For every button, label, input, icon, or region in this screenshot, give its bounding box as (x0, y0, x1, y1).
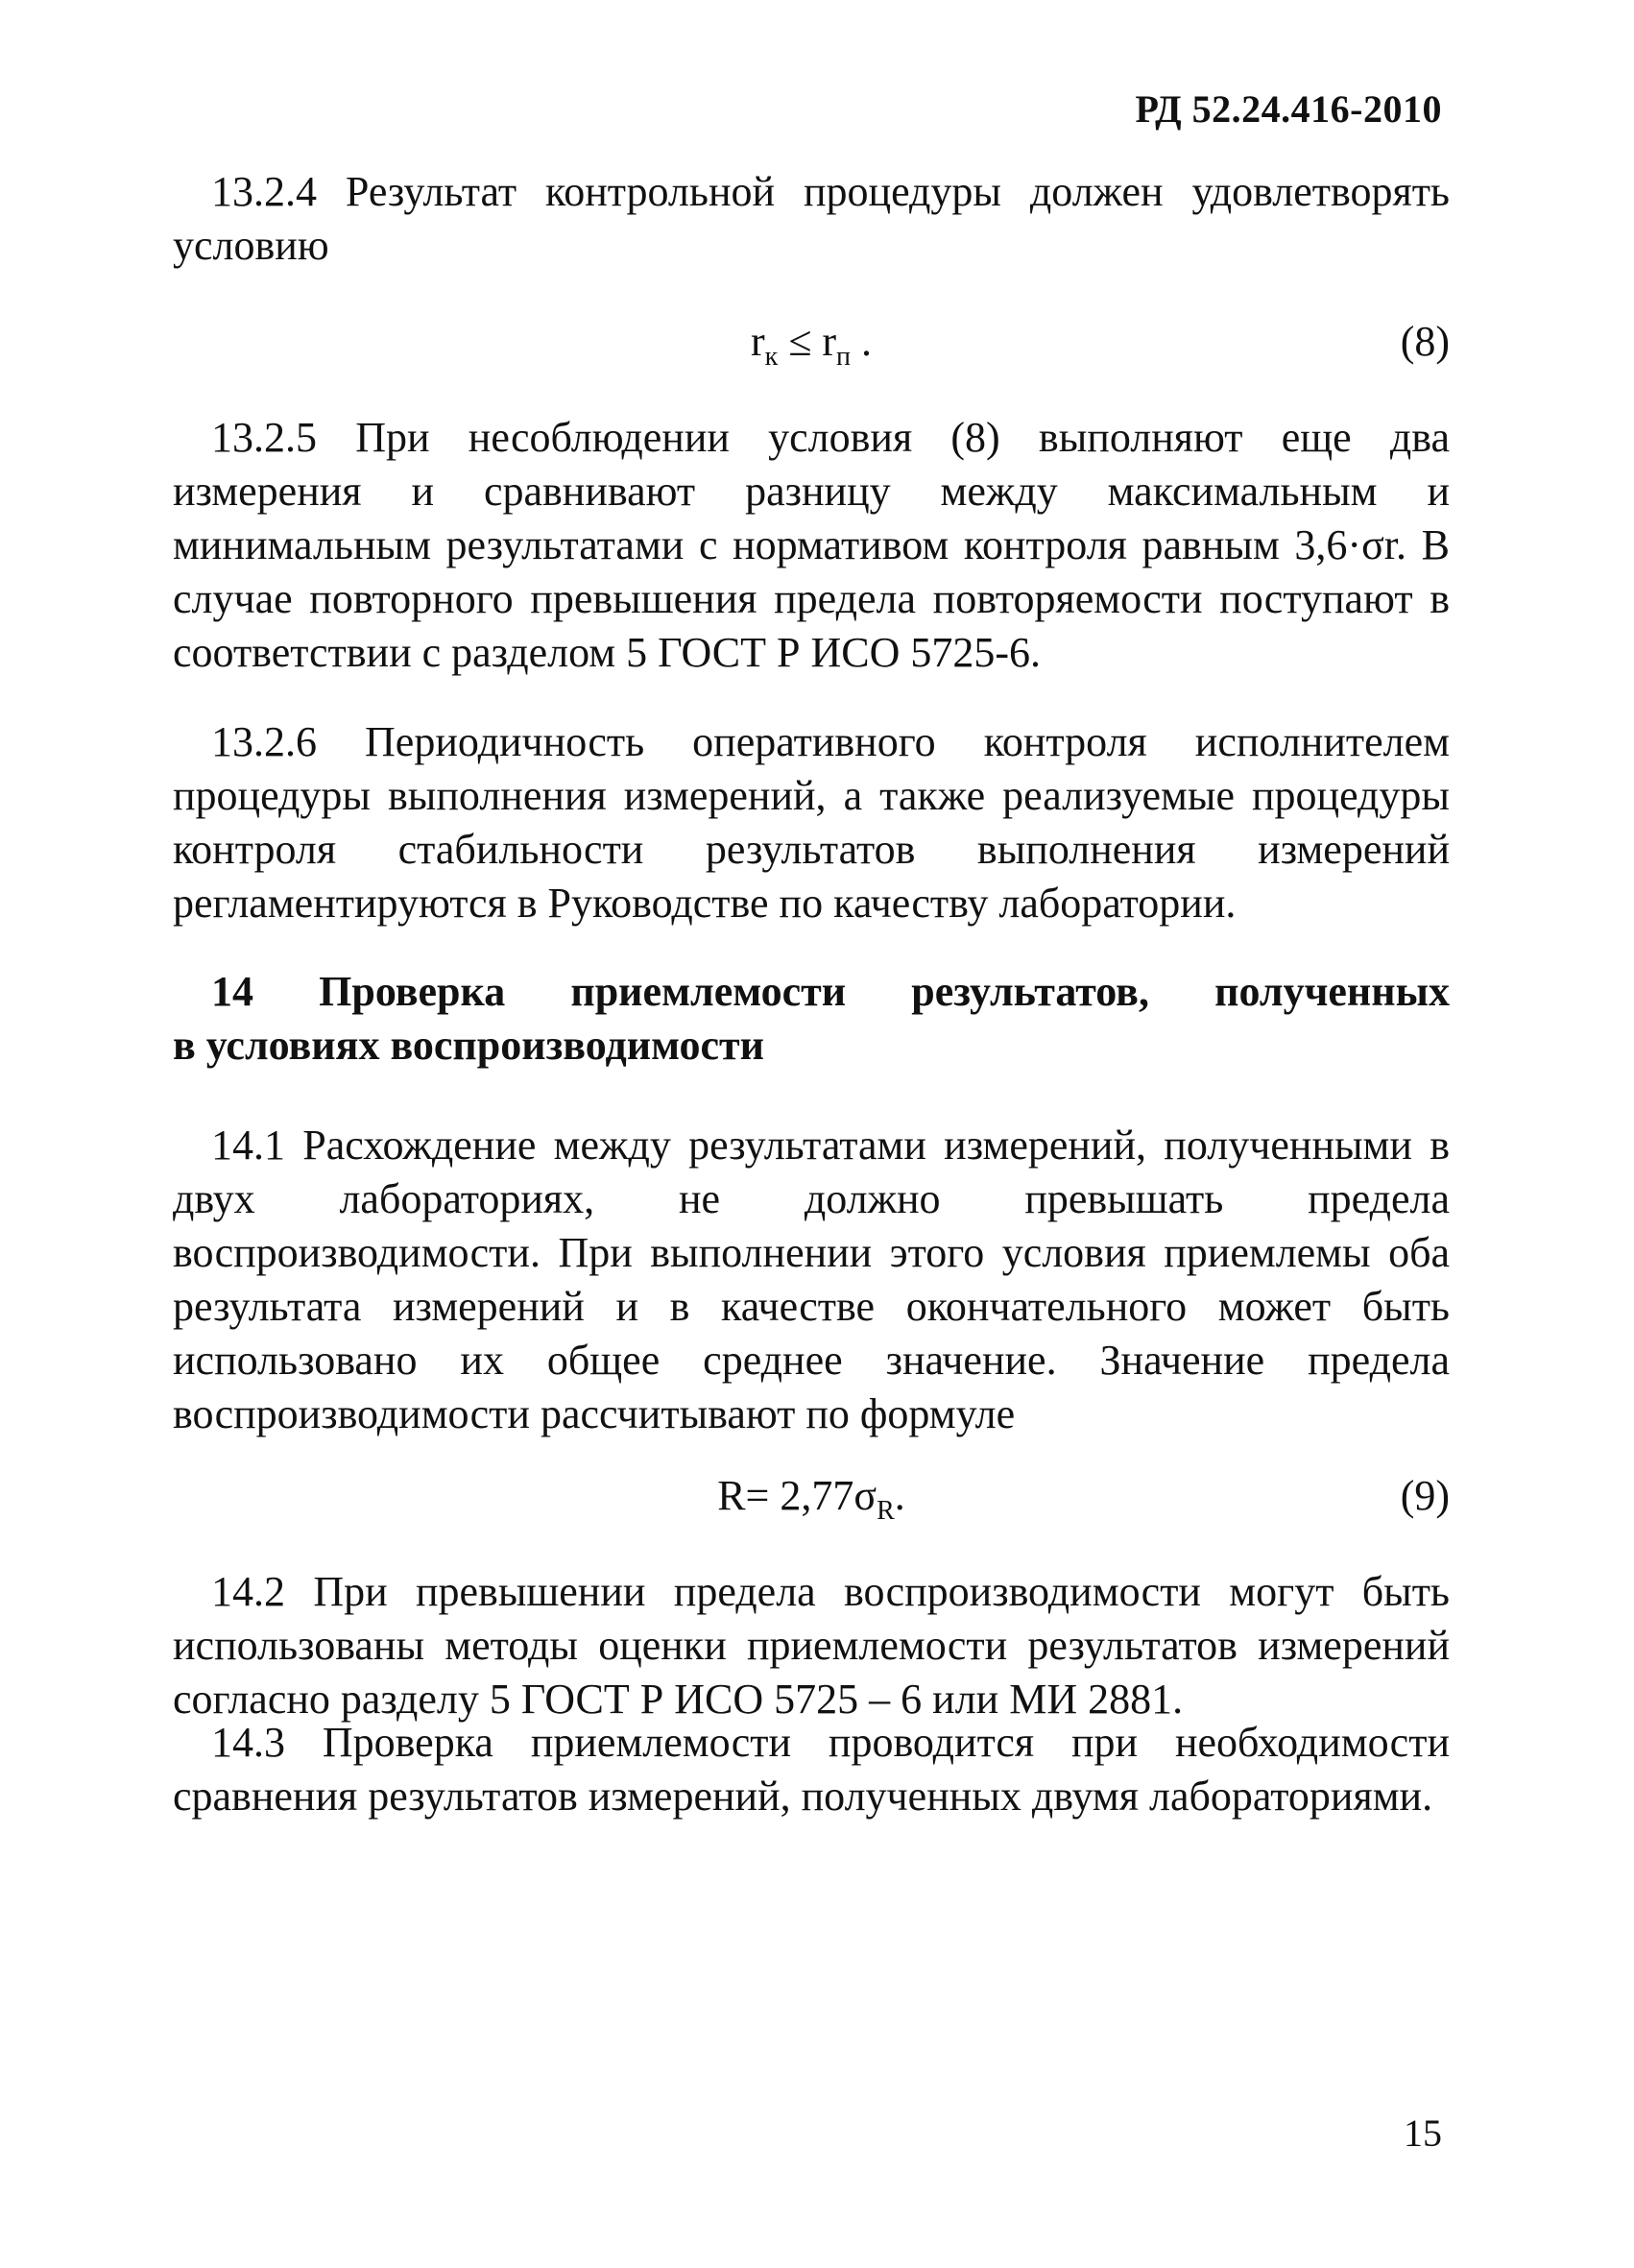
page-number: 15 (1404, 2111, 1442, 2155)
section-14-heading-line2: в условиях воспроизводимости (173, 1022, 764, 1069)
paragraph-13-2-4: 13.2.4 Результат контрольной процедуры должен удовлетворять условию (173, 168, 1450, 269)
paragraph-14-1: 14.1 Расхождение между результатами измерений, полученными в двух лабораториях, не должно превышать предела воспроизводимости. При выполнении этого условия приемлемы оба результата измерений и в качестве окончательного может быть использовано их общее среднее значение. Значение предела воспроизводимости рассчитывают по формуле (173, 1122, 1450, 1437)
section-14-heading-line1 (173, 965, 1450, 1019)
formula-9-main: R= 2,77σ (717, 1472, 877, 1519)
paragraph-14-3: 14.3 Проверка приемлемости проводится при необходимости сравнения результатов измерений, полученных двумя лабораториями. (173, 1719, 1450, 1820)
formula-9-subscript-r: R (877, 1495, 895, 1526)
section-title-word-1: Проверка (319, 968, 506, 1015)
formula-8-number: (8) (1400, 318, 1450, 365)
formula-8-r-symbol: r (750, 318, 765, 365)
paragraph-13-2-6: 13.2.6 Периодичность оперативного контроля исполнителем процедуры выполнения измерений, а также реализуемые процедуры контроля стабильности результатов выполнения измерений регламентируются в Руководстве по качеству лаборатории. (173, 718, 1450, 927)
section-title-word-3: результатов, (911, 968, 1149, 1015)
formula-8 (173, 317, 1450, 374)
formula-8-expression (173, 317, 1450, 373)
formula-9-end: . (894, 1472, 905, 1519)
section-title-word-4: полученных (1214, 968, 1450, 1015)
formula-9-expression (173, 1471, 1450, 1527)
paragraph-14-2: 14.2 При превышении предела воспроизводимости могут быть использованы методы оценки приемлемости результатов измерений согласно разделу 5 ГОСТ Р ИСО 5725 – 6 или МИ 2881. (173, 1568, 1450, 1723)
section-title-word-2: приемлемости (570, 968, 847, 1015)
formula-8-end: . (851, 318, 873, 365)
document-code: РД 52.24.416-2010 (1135, 87, 1442, 131)
formula-8-operator: ≤ r (778, 318, 837, 365)
paragraph-13-2-5: 13.2.5 При несоблюдении условия (8) выполняют еще два измерения и сравнивают разницу между максимальным и минимальным результатами с нормативом контроля равным 3,6·σr. В случае повторного превышения предела повторяемости поступают в соответствии с разделом 5 ГОСТ Р ИСО 5725-6. (173, 414, 1450, 676)
formula-9-number: (9) (1400, 1472, 1450, 1519)
formula-9 (173, 1471, 1450, 1529)
section-number: 14 (211, 968, 253, 1015)
formula-8-subscript-k: к (764, 341, 779, 372)
section-14-heading (173, 965, 1450, 1073)
formula-8-subscript-p: п (836, 341, 852, 372)
